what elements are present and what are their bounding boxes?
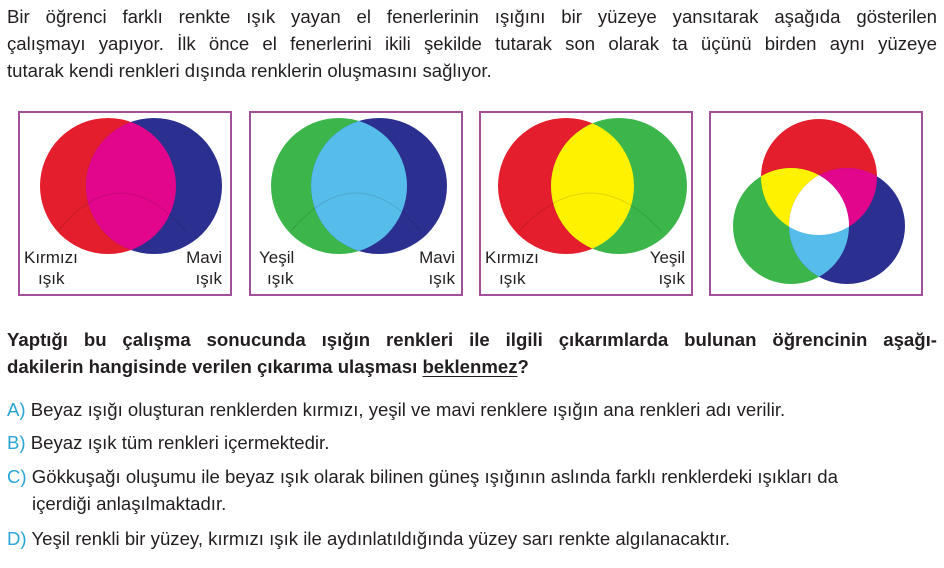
intro-line-2: çalışmayı yapıyor. İlk önce el fenerlerini ikili şekilde tutarak son olarak ta üçünü birden aynı yüzeye (7, 33, 937, 54)
option-letter: B) (7, 432, 26, 453)
panel-green-blue (249, 111, 463, 296)
panel-red-green (479, 111, 693, 296)
option-d[interactable] (7, 525, 937, 552)
left-label: Kırmızı ışık (485, 248, 539, 288)
panel-rgb (709, 111, 923, 296)
option-a[interactable] (7, 396, 937, 423)
option-text: Beyaz ışığı oluşturan renklerden kırmızı, yeşil ve mavi renklere ışığın ana renkleri adı verilir. (30, 399, 786, 420)
intro-line-1: Bir öğrenci farklı renkte ışık yayan el fenerlerinin ışığını bir yüzeye yansıtarak aşağıda gösterilen (7, 6, 937, 27)
option-text: Yeşil renkli bir yüzey, kırmızı ışık ile aydınlatıldığında yüzey sarı renkte algılanacaktır. (31, 528, 731, 549)
option-c[interactable] (7, 463, 937, 517)
right-label: Mavi ışık (186, 248, 222, 288)
venn-rgb (711, 113, 925, 298)
right-label: Mavi ışık (419, 248, 455, 288)
question-line-2: dakilerin hangisinde verilen çıkarıma ulaşması beklenmez? (7, 356, 529, 377)
option-letter: D) (7, 528, 27, 549)
left-label: Yeşil ışık (259, 248, 295, 288)
left-label: Kırmızı ışık (24, 248, 78, 288)
option-b[interactable] (7, 429, 937, 456)
intro-paragraph (7, 3, 937, 84)
question-text (7, 326, 937, 380)
option-text: Beyaz ışık tüm renkleri içermektedir. (30, 432, 330, 453)
option-text-cont: içerdiği anlaşılmaktadır. (32, 493, 227, 514)
option-text: Gökkuşağı oluşumu ile beyaz ışık olarak bilinen güneş ışığının aslında farklı renklerdeki ışıkları da (31, 466, 838, 487)
emphasis-word: beklenmez (422, 356, 518, 377)
panel-red-blue (18, 111, 232, 296)
option-letter: A) (7, 399, 26, 420)
question-line-1: Yaptığı bu çalışma sonucunda ışığın renkleri ile ilgili çıkarımlarda bulunan öğrencinin aşağı- (7, 329, 937, 350)
option-letter: C) (7, 466, 27, 487)
right-label: Yeşil ışık (649, 248, 685, 288)
intro-line-3: tutarak kendi renkleri dışında renklerin oluşmasını sağlıyor. (7, 60, 492, 81)
